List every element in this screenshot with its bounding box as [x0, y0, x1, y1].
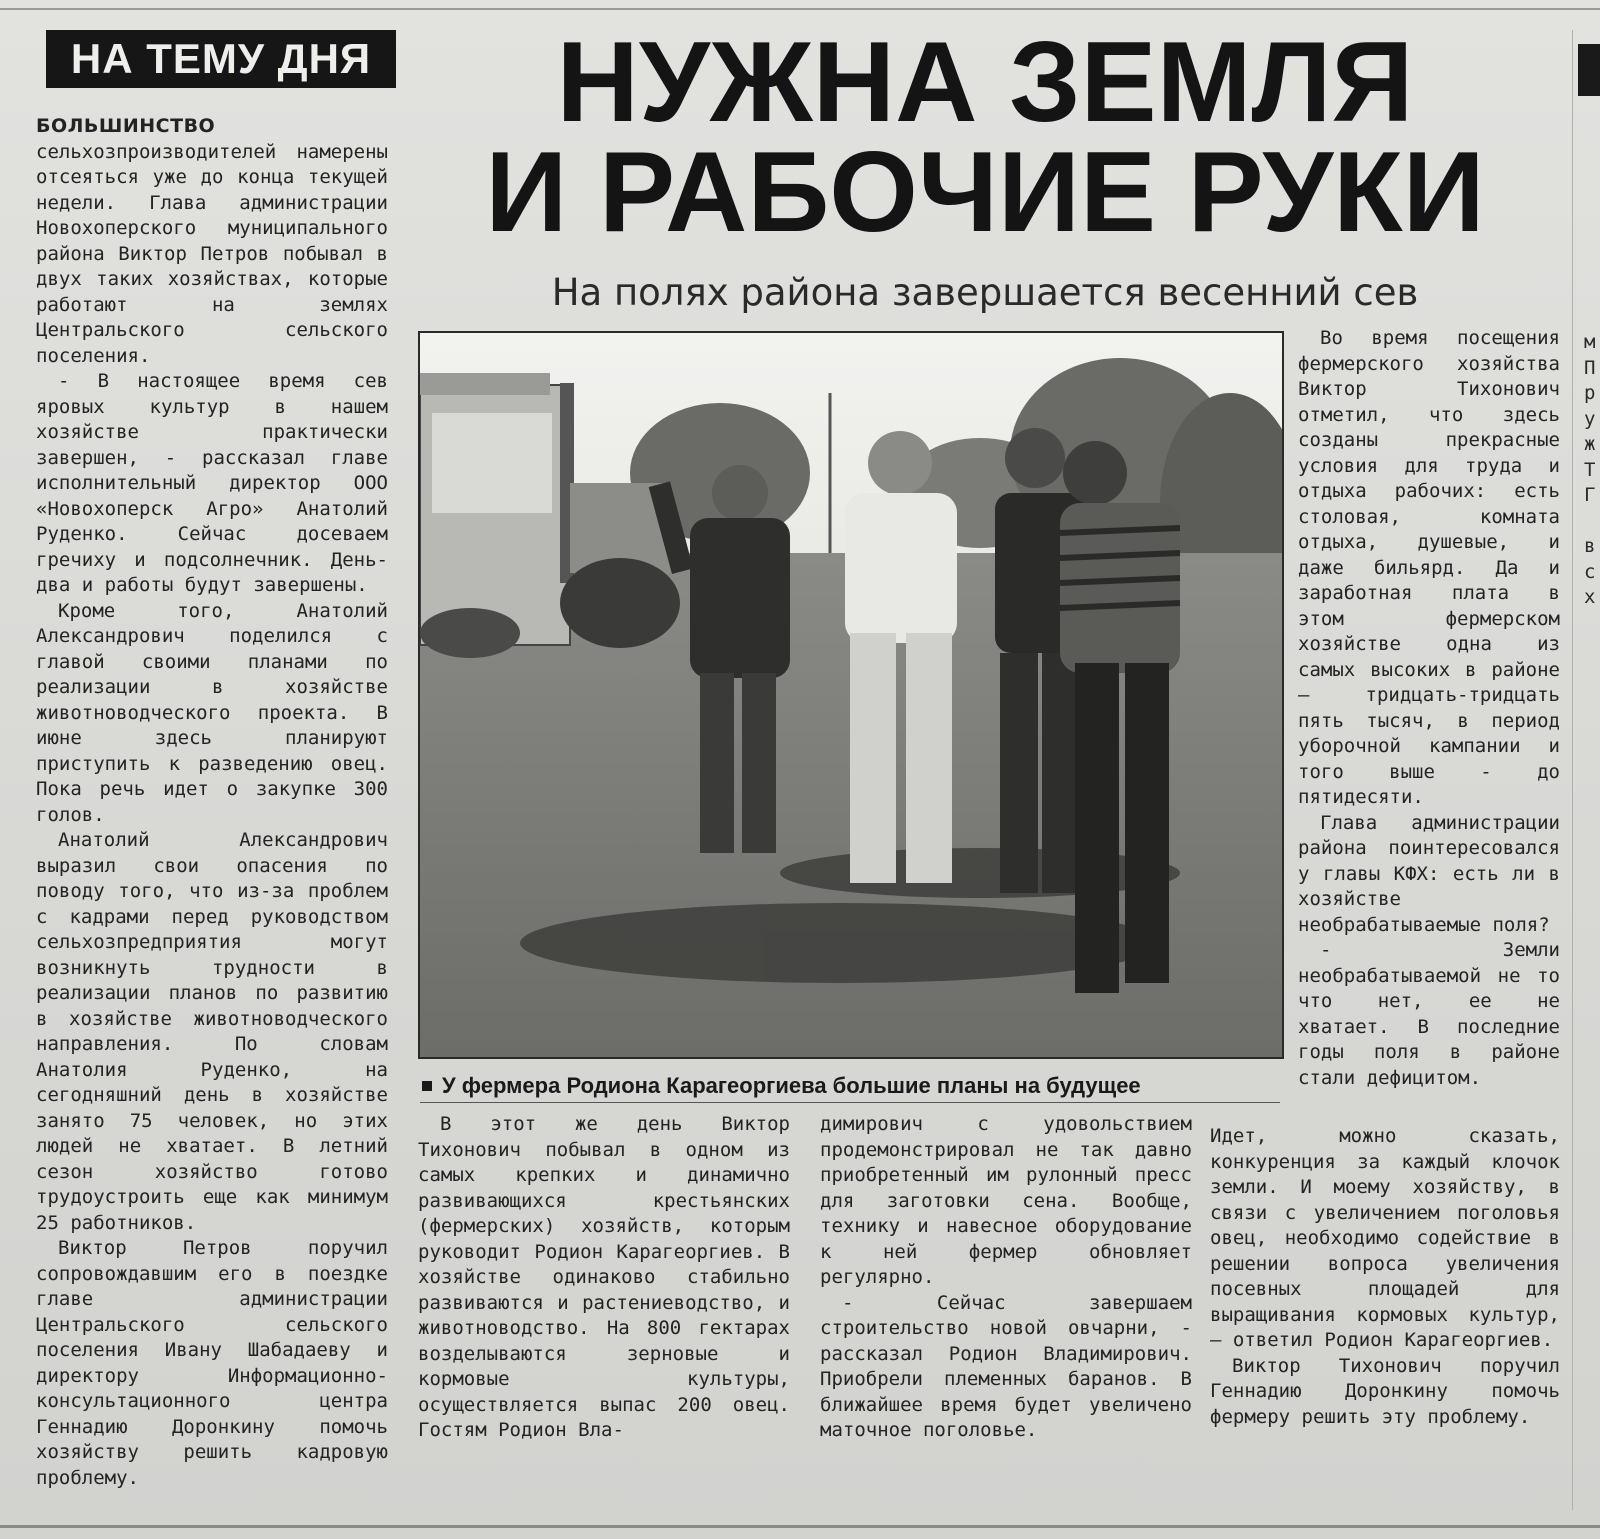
paragraph: - Земли необрабатываемой не то что нет, ее не хватает. В последние годы поля в районе стали дефицитом. [1298, 939, 1560, 1089]
top-rule [0, 8, 1600, 10]
paragraph: - Сейчас завершаем строительство новой овчарни, - рассказал Родион Владимирович. Приобрели племенных баранов. В ближайшее время будет увеличено маточное поголовье. [820, 1291, 1192, 1441]
paragraph: Идет, можно сказать, конкуренция за каждый клочок земли. И моему хозяйству, в связи с увеличением поголовья овец, необходимо содействие в решении вопроса увеличения посевных площадей для выращивания кормовых культур, — ответил Родион Карагеоргиев. [1210, 1125, 1560, 1351]
adjacent-article-bar [1578, 44, 1600, 96]
paragraph: Виктор Петров поручил сопровождавшим его в поездке главе администрации Центральского сельского поселения Ивану Шабадаеву и директору Информационно-консультационного центра Геннадию Доронкину помочь хозяйству решить кадровую проблему. [36, 1237, 388, 1489]
paragraph: - В настоящее время сев яровых культур в нашем хозяйстве практически завершен, - рассказал главе исполнительный директор ООО «Новохоперск Агро» Анатолий Руденко. Сейчас досеваем гречиху и подсолнечник. День-два и работы будут завершены. [36, 370, 388, 596]
article-column-left [36, 114, 388, 1514]
paragraph: Во время посещения фермерского хозяйства Виктор Тихонович отметил, что здесь созданы прекрасные условия для труда и отдыха рабочих: есть столовая, комната отдыха, душевые, и даже бильярд. Да и заработная плата в этом фермерском хозяйстве одна из самых высоких в районе — тридцать-тридцать пять тысяч, в период уборочной кампании и того выше - до пятидесяти. [1298, 327, 1560, 808]
caption-bullet-icon [422, 1081, 432, 1091]
article-photo [418, 331, 1284, 1059]
article-column-right [1298, 326, 1560, 1106]
paragraph: В этот же день Виктор Тихонович побывал в одном из самых крепких и динамично развивающихся крестьянских (фермерских) хозяйств, которым руководит Родион Карагеоргиев. В хозяйстве одинаково стабильно развиваются и растениеводство, и животноводство. На 800 гектарах возделываются зерновые и кормовые культуры, осуществляется выпас 200 овец. Гостям Родион Вла- [418, 1113, 790, 1441]
lead-word: БОЛЬШИНСТВО [36, 115, 216, 137]
article-column-right-continued [1210, 1124, 1560, 1494]
bottom-rule [0, 1525, 1600, 1528]
paragraph-text: сельхозпроизводителей намерены отсеяться уже до конца текущей недели. Глава администрации Новохоперского муниципального района Виктор Петров побывал в двух таких хозяйствах, которые работают на землях Центральского сельского поселения. [36, 140, 388, 367]
headline-line-2: И РАБОЧИЕ РУКИ [485, 129, 1485, 256]
article-subheadline: На полях района завершается весенний сев [551, 271, 1419, 314]
paragraph: Виктор Тихонович поручил Геннадию Доронкину помочь фермеру решить эту проблему. [1210, 1354, 1560, 1428]
article-column-bottom-middle [820, 1112, 1192, 1512]
paragraph: димирович с удовольствием продемонстрировал не так давно приобретенный им рулонный пресс для заготовки сена. Вообще, технику и навесное оборудование к ней фермер обновляет регулярно. [820, 1113, 1192, 1288]
headline-line-1: НУЖНА ЗЕМЛЯ [556, 19, 1414, 146]
column-divider-right [1572, 30, 1573, 1510]
paragraph [36, 114, 388, 369]
photo-caption [420, 1070, 1280, 1103]
caption-text: У фермера Родиона Карагеоргиева большие планы на будущее [442, 1073, 1141, 1098]
paragraph: Анатолий Александрович выразил свои опасения по поводу того, что из-за проблем с кадрами перед руководством сельхозпредприятия могут возникнуть трудности в реализации планов по развитию в хозяйстве животноводческого направления. По словам Анатолия Руденко, на сегодняшний день в хозяйстве занято 75 человек, но этих людей не хватает. В летний сезон хозяйство готово трудоустроить еще как минимум 25 работников. [36, 829, 388, 1234]
section-rubric: НА ТЕМУ ДНЯ [46, 30, 396, 88]
paragraph: Глава администрации района поинтересовался у главы КФХ: есть ли в хозяйстве необрабатываемые поля? [1298, 811, 1560, 936]
article-headline [470, 19, 1500, 256]
paragraph: Кроме того, Анатолий Александрович поделился с главой своими планами по реализации в хозяйстве животноводческого проекта. В июне здесь планируют приступить к разведению овец. Пока речь идет о закупке 300 голов. [36, 599, 388, 826]
adjacent-article-fragment: м П р у ж Т Г в с х [1584, 331, 1596, 608]
photo-illustration [420, 333, 1282, 1057]
article-column-bottom-left [418, 1112, 790, 1512]
